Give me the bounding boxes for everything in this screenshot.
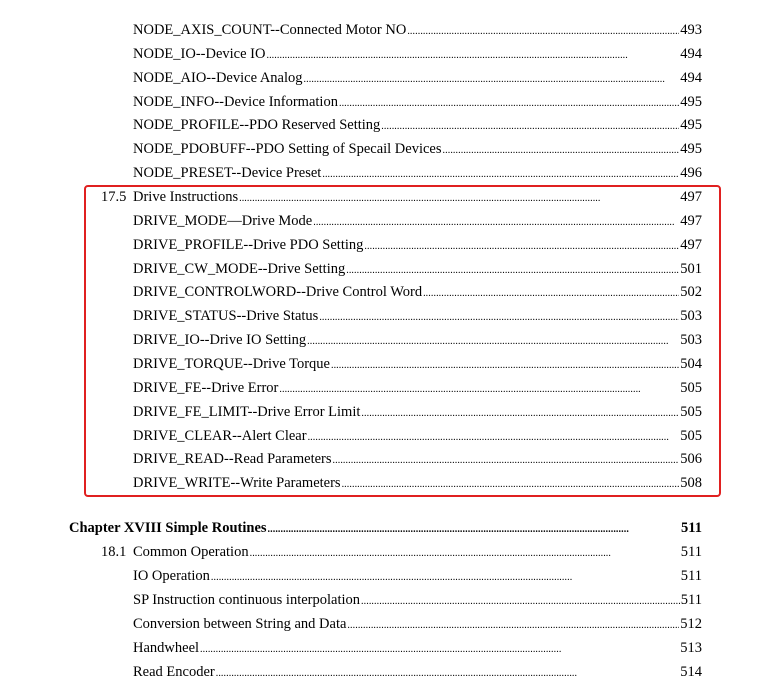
dot-leader: [266, 43, 679, 67]
toc-entry-page: 495: [680, 117, 702, 134]
toc-entry-title: DRIVE_CONTROLWORD--Drive Control Word: [133, 284, 423, 301]
toc-entry-page: 503: [680, 332, 702, 349]
toc-entry-title: Common Operation: [133, 544, 249, 560]
toc-entry-title: Handwheel: [133, 639, 200, 656]
toc-entry-page: 503: [680, 308, 702, 325]
toc-entry-title: DRIVE_TORQUE--Drive Torque: [133, 355, 330, 372]
dot-leader: [381, 114, 679, 138]
dot-leader: [200, 637, 679, 661]
toc-entry[interactable]: [0, 589, 784, 611]
toc-entry[interactable]: [0, 114, 784, 136]
toc-entry-page: 494: [680, 69, 702, 86]
toc-entry[interactable]: [0, 162, 784, 184]
toc-entry-page: 496: [680, 165, 702, 182]
dot-leader: [339, 91, 679, 115]
toc-entry-page: 501: [680, 260, 702, 277]
dot-leader: [216, 661, 680, 685]
dot-leader: [361, 589, 680, 613]
toc-entry-title: DRIVE_FE--Drive Error: [133, 379, 279, 396]
toc-entry-title: Read Encoder: [133, 663, 215, 680]
toc-entry-page: 493: [680, 22, 702, 38]
toc-entry[interactable]: [0, 637, 784, 659]
section-number: 17.5: [101, 189, 127, 205]
toc-entry-title: DRIVE_READ--Read Parameters: [133, 451, 332, 468]
toc-entry[interactable]: [0, 565, 784, 587]
toc-entry-page: 504: [680, 355, 702, 372]
toc-entry-title: NODE_INFO--Device Information: [133, 93, 338, 110]
toc-entry-page: 494: [680, 45, 702, 62]
toc-entry-page: 506: [680, 451, 702, 468]
toc-section-18-1[interactable]: [0, 541, 784, 563]
toc-entry[interactable]: [0, 43, 784, 65]
toc-entry[interactable]: [0, 661, 784, 683]
toc-entry-title: DRIVE_CLEAR--Alert Clear: [133, 427, 307, 444]
toc-entry[interactable]: [0, 19, 784, 41]
toc-entry-page: 505: [680, 427, 702, 444]
toc-entry-page: 511: [680, 568, 702, 584]
toc-entry-title: Conversion between String and Data: [133, 615, 347, 632]
dot-leader: [443, 138, 680, 162]
toc-entry-page: 505: [680, 379, 702, 396]
toc-entry[interactable]: [0, 91, 784, 113]
toc-entry-title: DRIVE_PROFILE--Drive PDO Setting: [133, 236, 364, 253]
toc-entry-page: 495: [680, 141, 702, 158]
dot-leader: [211, 565, 680, 589]
dot-leader: [347, 613, 679, 637]
toc-entry-title: DRIVE_FE_LIMIT--Drive Error Limit: [133, 403, 361, 420]
toc-entry-title: Chapter XVIII Simple Routines: [69, 520, 267, 536]
toc-entry-page: 505: [680, 403, 702, 420]
toc-entry-title: NODE_PRESET--Device Preset: [133, 165, 322, 182]
toc-entry-page: 511: [681, 520, 702, 536]
toc-entry-page: 511: [680, 544, 702, 560]
toc-entry-page: 497: [680, 236, 702, 253]
toc-entry-title: DRIVE_WRITE--Write Parameters: [133, 475, 341, 492]
toc-entry-title: DRIVE_MODE—Drive Mode: [133, 212, 313, 229]
toc-entry-title: DRIVE_STATUS--Drive Status: [133, 308, 319, 325]
toc-entry-title: NODE_AXIS_COUNT--Connected Motor NO: [133, 22, 407, 38]
toc-entry-title: NODE_AIO--Device Analog: [133, 69, 303, 86]
toc-entry-page: 497: [680, 189, 702, 205]
toc-entry-page: 495: [680, 93, 702, 110]
toc-entry[interactable]: [0, 613, 784, 635]
toc-entry-title: DRIVE_CW_MODE--Drive Setting: [133, 260, 346, 277]
dot-leader: [304, 67, 680, 91]
toc-entry[interactable]: [0, 67, 784, 89]
toc-entry-page: 508: [680, 475, 702, 492]
toc-entry-page: 513: [680, 639, 702, 656]
toc-entry-title: NODE_PDOBUFF--PDO Setting of Specail Devices: [133, 141, 442, 158]
highlight-box: [84, 185, 721, 497]
toc-entry-page: 514: [680, 663, 702, 680]
toc-entry-page: 497: [680, 212, 702, 229]
dot-leader: [250, 541, 680, 565]
toc-entry-page: 511: [680, 591, 702, 608]
dot-leader: [407, 19, 679, 43]
toc-entry-title: Drive Instructions: [133, 189, 239, 205]
section-number: 18.1: [101, 544, 127, 560]
toc-entry-page: 502: [680, 284, 702, 301]
dot-leader: [268, 517, 681, 541]
toc-entry-title: SP Instruction continuous interpolation: [133, 591, 361, 608]
toc-entry-title: NODE_PROFILE--PDO Reserved Setting: [133, 117, 381, 134]
toc-entry[interactable]: [0, 138, 784, 160]
dot-leader: [322, 162, 679, 186]
toc-chapter-18[interactable]: [0, 517, 784, 539]
toc-entry-page: 512: [680, 615, 702, 632]
toc-entry-title: NODE_IO--Device IO: [133, 45, 266, 62]
toc-entry-title: DRIVE_IO--Drive IO Setting: [133, 332, 307, 349]
toc-entry-title: IO Operation: [133, 568, 210, 584]
